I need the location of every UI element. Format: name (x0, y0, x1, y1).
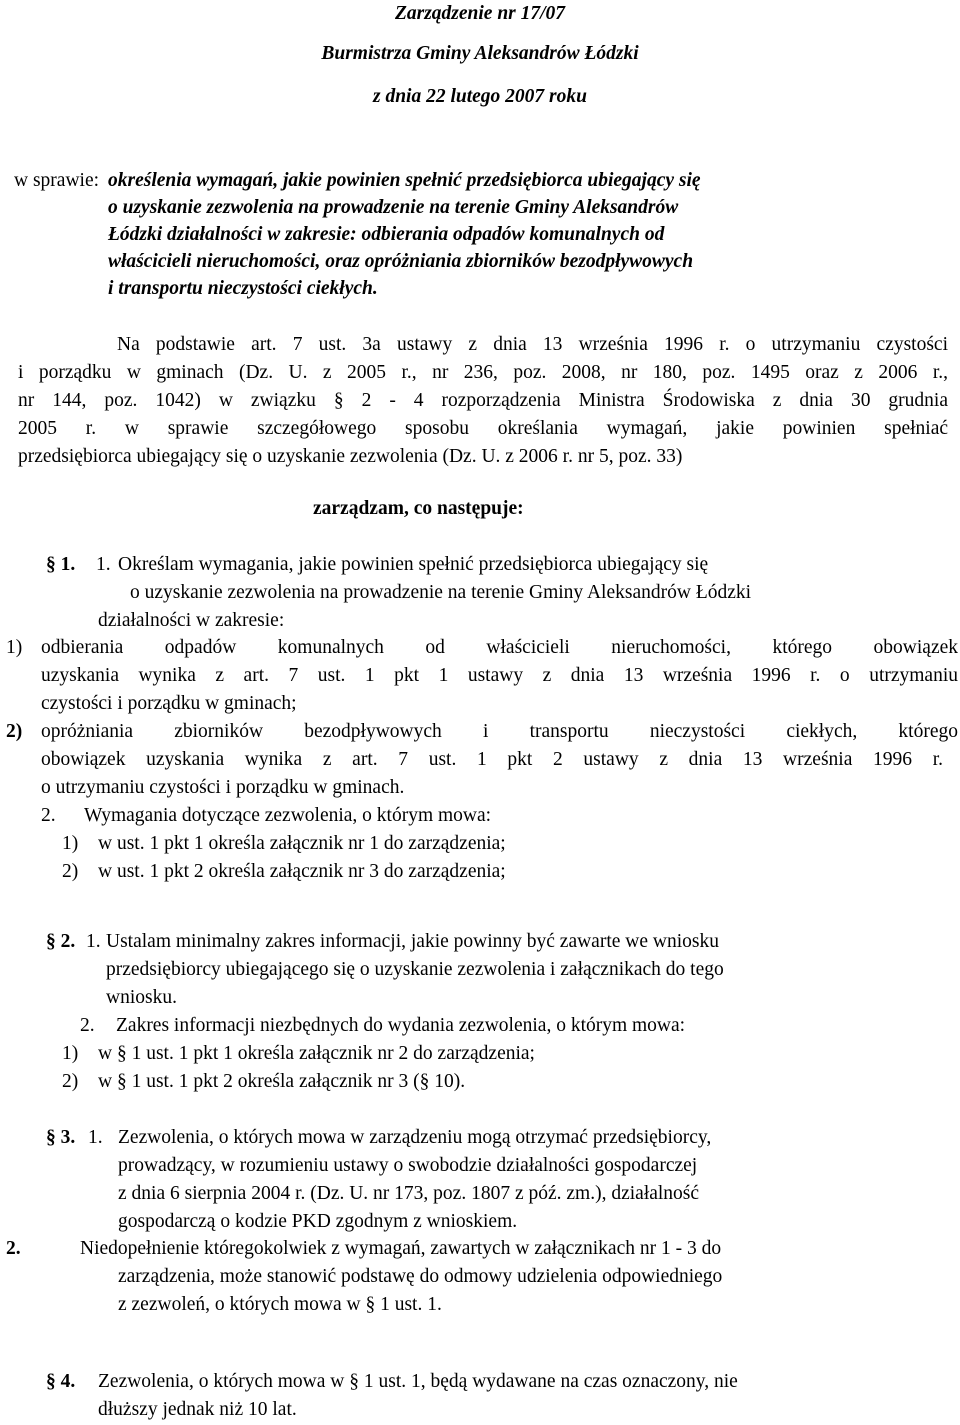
section-2-para-2-item-2-number: 2) (62, 1071, 79, 1092)
decree-statement: zarządzam, co następuje: (313, 498, 524, 519)
subject-line-2: o uzyskanie zezwolenia na prowadzenie na terenie Gminy Aleksandrów (108, 197, 679, 218)
section-1-item-1-number: 1) (6, 637, 23, 658)
section-1-sub-1: 1. (96, 554, 111, 575)
document-title: Zarządzenie nr 17/07 (394, 3, 566, 24)
section-2-para-2-text: Zakres informacji niezbędnych do wydania zezwolenia, o którym mowa: (116, 1015, 686, 1036)
subject-label: w sprawie: (14, 170, 100, 191)
section-1-item-1-line-2: uzyskania wynika z art. 7 ust. 1 pkt 1 ustawy z dnia 13 września 1996 r. o utrzymaniu (41, 665, 958, 686)
subject-line-5: i transportu nieczystości ciekłych. (108, 278, 378, 299)
section-1-para-2-text: Wymagania dotyczące zezwolenia, o którym mowa: (84, 805, 492, 826)
section-3-para-1-line-4: gospodarczą o kodzie PKD zgodnym z wnioskiem. (118, 1211, 518, 1232)
section-1-intro-2: o uzyskanie zezwolenia na prowadzenie na terenie Gminy Aleksandrów Łódzki (130, 582, 752, 603)
section-1-item-2-line-2: obowiązek uzyskania wynika z art. 7 ust. 1 pkt 2 ustawy z dnia 13 września 1996 r. (41, 749, 943, 770)
section-2-para-1-line-2: przedsiębiorcy ubiegającego się o uzyskanie zezwolenia i załącznikach do tego (106, 959, 724, 980)
subject-line-4: właścicieli nieruchomości, oraz opróżniania zbiorników bezodpływowych (108, 251, 694, 272)
section-1-para-2-item-2-text: w ust. 1 pkt 2 określa załącznik nr 3 do zarządzenia; (98, 861, 506, 882)
section-1-item-2-line-1: opróżniania zbiorników bezodpływowych i transportu nieczystości ciekłych, którego (41, 721, 958, 742)
section-2-para-2-item-1-number: 1) (62, 1043, 79, 1064)
section-3-para-1-line-2: prowadzący, w rozumieniu ustawy o swobodzie działalności gospodarczej (118, 1155, 698, 1176)
section-4-line-2: dłuższy jednak niż 10 lat. (98, 1399, 297, 1420)
section-1-para-2-item-1-text: w ust. 1 pkt 1 określa załącznik nr 1 do zarządzenia; (98, 833, 506, 854)
subject-line-3: Łódzki działalności w zakresie: odbierania odpadów komunalnych od (108, 224, 665, 245)
section-1-para-2-number: 2. (41, 805, 56, 826)
legal-basis-line-3: nr 144, poz. 1042) w związku § 2 - 4 rozporządzenia Ministra Środowiska z dnia 30 grudnia (18, 390, 948, 411)
section-2-sub-1: 1. (86, 931, 101, 952)
section-3-sub-1: 1. (88, 1127, 103, 1148)
section-3-number: § 3. (46, 1127, 76, 1148)
section-3-para-2-line-1: Niedopełnienie któregokolwiek z wymagań, zawartych w załącznikach nr 1 - 3 do (80, 1238, 722, 1259)
section-3-para-1-line-1: Zezwolenia, o których mowa w zarządzeniu mogą otrzymać przedsiębiorcy, (118, 1127, 712, 1148)
subject-line-1: określenia wymagań, jakie powinien spełnić przedsiębiorca ubiegający się (108, 170, 701, 191)
section-4-line-1: Zezwolenia, o których mowa w § 1 ust. 1, będą wydawane na czas oznaczony, nie (98, 1371, 738, 1392)
section-1-number: § 1. (46, 554, 76, 575)
section-1-intro-1: Określam wymagania, jakie powinien spełnić przedsiębiorca ubiegający się (118, 554, 709, 575)
section-3-para-2-line-3: z zezwoleń, o których mowa w § 1 ust. 1. (118, 1294, 442, 1315)
section-1-item-2-number: 2) (6, 721, 23, 742)
legal-basis-line-5: przedsiębiorca ubiegający się o uzyskanie zezwolenia (Dz. U. z 2006 r. nr 5, poz. 33) (18, 446, 683, 467)
section-3-para-1-line-3: z dnia 6 sierpnia 2004 r. (Dz. U. nr 173, poz. 1807 z póź. zm.), działalność (118, 1183, 700, 1204)
section-2-number: § 2. (46, 931, 76, 952)
section-2-para-2-item-1-text: w § 1 ust. 1 pkt 1 określa załącznik nr 2 do zarządzenia; (98, 1043, 535, 1064)
section-3-para-2-line-2: zarządzenia, może stanowić podstawę do odmowy udzielenia odpowiedniego (118, 1266, 723, 1287)
section-1-para-2-item-1-number: 1) (62, 833, 79, 854)
section-3-para-2-number: 2. (6, 1238, 21, 1259)
section-1-item-1-line-3: czystości i porządku w gminach; (41, 693, 297, 714)
section-1-item-1-line-1: odbierania odpadów komunalnych od właścicieli nieruchomości, którego obowiązek (41, 637, 958, 658)
section-1-para-2-item-2-number: 2) (62, 861, 79, 882)
legal-basis-line-2: i porządku w gminach (Dz. U. z 2005 r., nr 236, poz. 2008, nr 180, poz. 1495 oraz z 2006 r., (18, 362, 948, 383)
document-date: z dnia 22 lutego 2007 roku (373, 86, 587, 107)
legal-basis-line-1: Na podstawie art. 7 ust. 3a ustawy z dnia 13 września 1996 r. o utrzymaniu czystości (117, 334, 948, 355)
section-2-para-1-line-3: wniosku. (106, 987, 177, 1008)
document-issuer: Burmistrza Gminy Aleksandrów Łódzki (321, 43, 639, 64)
section-2-para-2-item-2-text: w § 1 ust. 1 pkt 2 określa załącznik nr 3 (§ 10). (98, 1071, 466, 1092)
section-1-intro-3: działalności w zakresie: (98, 610, 285, 631)
section-4-number: § 4. (46, 1371, 76, 1392)
section-1-item-2-line-3: o utrzymaniu czystości i porządku w gminach. (41, 777, 405, 798)
section-2-para-1-line-1: Ustalam minimalny zakres informacji, jakie powinny być zawarte we wniosku (106, 931, 719, 952)
section-2-para-2-number: 2. (80, 1015, 95, 1036)
legal-basis-line-4: 2005 r. w sprawie szczegółowego sposobu określania wymagań, jakie powinien spełniać (18, 418, 948, 439)
